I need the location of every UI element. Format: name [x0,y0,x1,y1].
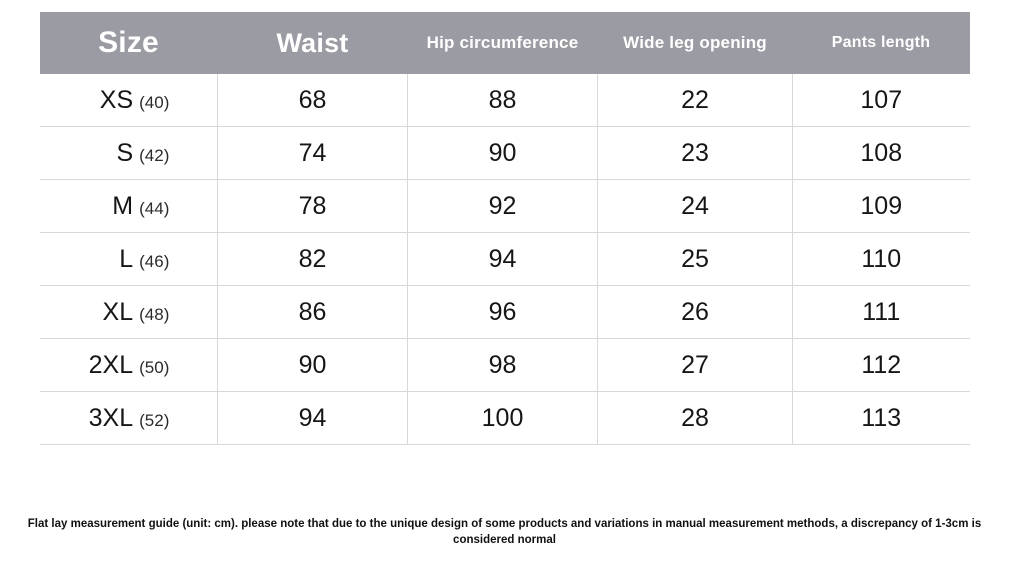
size-label: XS [99,85,134,114]
cell-waist: 82 [218,233,408,286]
size-label: XL [102,297,134,326]
size-eu-label: (46) [139,251,170,271]
table-row [40,233,970,286]
size-eu-label: (52) [139,410,170,430]
table-row [40,339,970,392]
cell-leg-opening: 28 [598,392,793,445]
size-eu-label: (42) [139,145,170,165]
cell-pants-length: 113 [793,392,970,445]
cell-leg-opening: 22 [598,74,793,127]
table-row [40,180,970,233]
cell-leg-opening: 24 [598,180,793,233]
size-label: M [112,191,134,220]
cell-pants-length: 108 [793,127,970,180]
size-chart-page [0,12,1009,574]
size-eu-label: (44) [139,198,170,218]
table-header-row [40,12,970,74]
size-eu-label: (50) [139,357,170,377]
cell-hip: 98 [408,339,598,392]
table-row [40,127,970,180]
size-label: 2XL [88,350,134,379]
size-eu-label: (40) [139,92,170,112]
size-eu-label: (48) [139,304,170,324]
cell-waist: 78 [218,180,408,233]
cell-leg-opening: 25 [598,233,793,286]
cell-size [40,339,218,392]
table-header [40,12,970,74]
cell-size [40,392,218,445]
cell-size [40,127,218,180]
cell-pants-length: 110 [793,233,970,286]
table-body [40,74,970,445]
size-label: 3XL [88,403,134,432]
cell-size [40,286,218,339]
cell-hip: 88 [408,74,598,127]
cell-hip: 94 [408,233,598,286]
cell-size [40,233,218,286]
cell-waist: 68 [218,74,408,127]
cell-size [40,180,218,233]
size-label: S [116,138,134,167]
cell-hip: 96 [408,286,598,339]
table-row [40,74,970,127]
column-header-hip: Hip circumference [426,33,579,52]
table-row [40,286,970,339]
cell-leg-opening: 27 [598,339,793,392]
cell-pants-length: 111 [793,286,970,339]
column-header-waist: Waist [276,27,349,58]
cell-waist: 90 [218,339,408,392]
cell-waist: 94 [218,392,408,445]
cell-leg-opening: 23 [598,127,793,180]
cell-waist: 74 [218,127,408,180]
size-chart-table [40,12,970,445]
column-header-pants-length: Pants length [831,33,931,51]
cell-size [40,74,218,127]
size-label: L [119,244,134,273]
measurement-footnote: Flat lay measurement guide (unit: cm). please note that due to the unique design of some products and variations in manual measurement methods, a discrepancy of 1-3cm is considered normal [27,518,982,546]
column-header-size: Size [98,26,159,59]
cell-pants-length: 109 [793,180,970,233]
cell-hip: 90 [408,127,598,180]
cell-hip: 100 [408,392,598,445]
table-row [40,392,970,445]
cell-pants-length: 112 [793,339,970,392]
cell-hip: 92 [408,180,598,233]
cell-pants-length: 107 [793,74,970,127]
cell-waist: 86 [218,286,408,339]
cell-leg-opening: 26 [598,286,793,339]
column-header-leg-opening: Wide leg opening [623,33,767,52]
